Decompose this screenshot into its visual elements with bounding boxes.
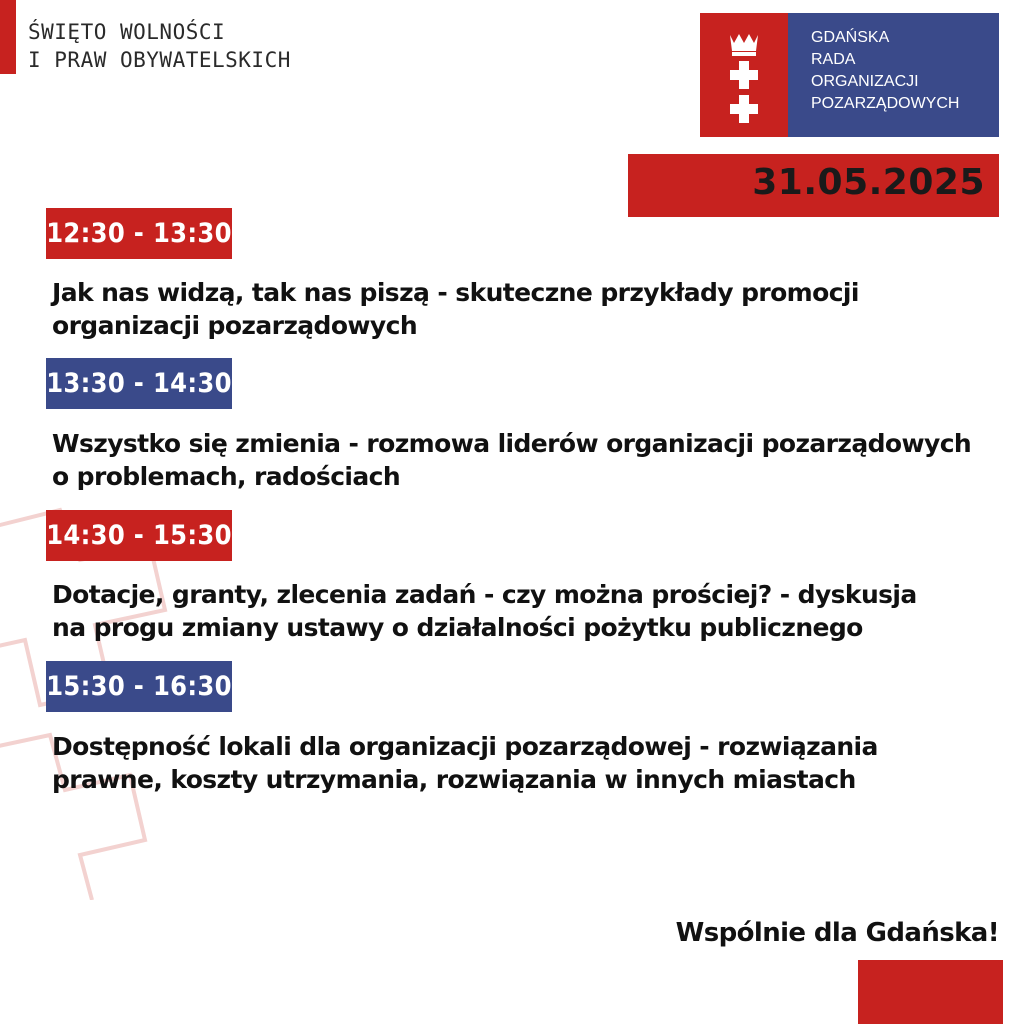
session-2-title (52, 427, 1017, 493)
tagline: Wspólnie dla Gdańska! (675, 918, 999, 948)
corner-accent-bar (0, 0, 16, 74)
event-title-line2: I PRAW OBYWATELSKICH (28, 48, 291, 72)
date-band (628, 154, 999, 217)
logo-text (788, 13, 999, 137)
session-4-title (52, 730, 1017, 796)
session-1-time-badge: 12:30 - 13:30 (46, 208, 232, 259)
session-2-title-line1: Wszystko się zmienia - rozmowa liderów organizacji pozarządowych (52, 429, 972, 458)
logo-line1: GDAŃSKA (811, 29, 890, 46)
logo-line3: ORGANIZACJI (811, 73, 919, 90)
logo-line4: POZARZĄDOWYCH (811, 95, 960, 112)
session-1-title-line1: Jak nas widzą, tak nas piszą - skuteczne przykłady promocji (52, 278, 859, 307)
logo-emblem (700, 13, 788, 137)
session-3-title-line1: Dotacje, granty, zlecenia zadań - czy można prościej? - dyskusja (52, 580, 917, 609)
session-4-time-badge: 15:30 - 16:30 (46, 661, 232, 712)
session-1-title-line2: organizacji pozarządowych (52, 311, 418, 340)
gdansk-coat-of-arms-icon (700, 13, 788, 137)
session-3-title-line2: na progu zmiany ustawy o działalności pożytku publicznego (52, 613, 863, 642)
logo-line2: RADA (811, 51, 856, 68)
session-2-time-badge: 13:30 - 14:30 (46, 358, 232, 409)
event-date: 31.05.2025 (752, 162, 985, 203)
session-4-title-line1: Dostępność lokali dla organizacji pozarządowej - rozwiązania (52, 732, 878, 761)
session-4-title-line2: prawne, koszty utrzymania, rozwiązania w innych miastach (52, 765, 856, 794)
bottom-accent-block (858, 960, 1003, 1024)
event-title (28, 18, 291, 74)
event-title-line1: ŚWIĘTO WOLNOŚCI (28, 20, 226, 44)
session-3-time-badge: 14:30 - 15:30 (46, 510, 232, 561)
organization-logo (700, 13, 999, 137)
session-1-title (52, 276, 1017, 342)
session-2-title-line2: o problemach, radościach (52, 462, 401, 491)
session-3-title (52, 578, 1017, 644)
